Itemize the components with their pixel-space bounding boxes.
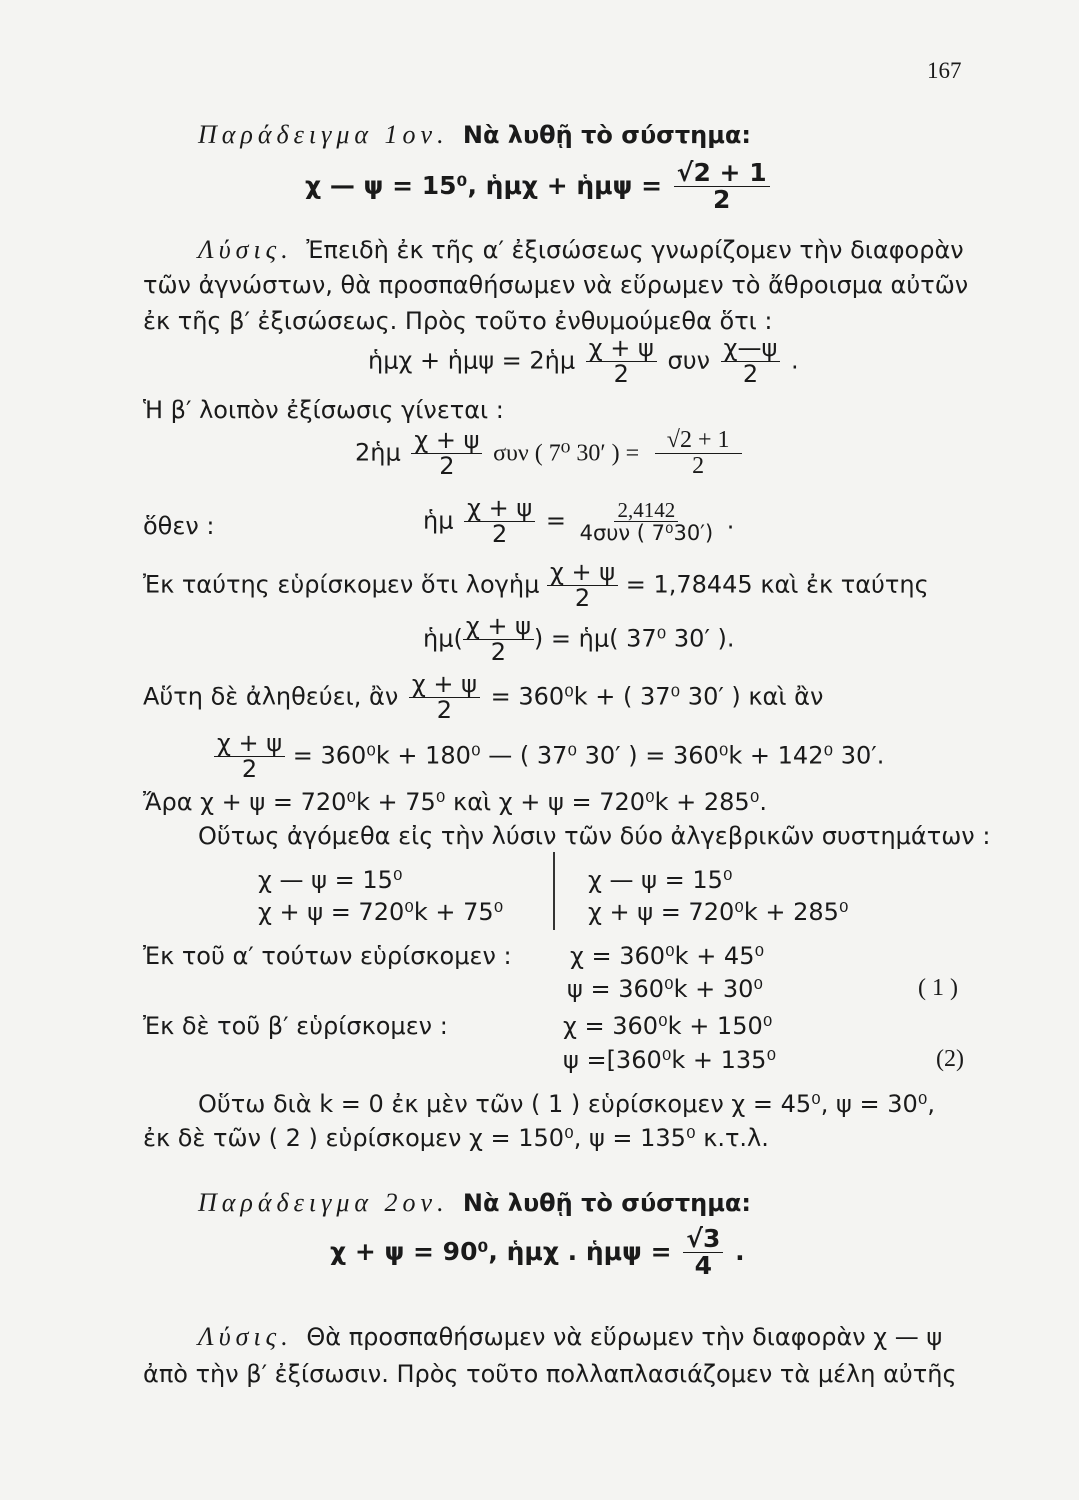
example-1-heading (198, 120, 751, 150)
holds-rest: = 360⁰k + ( 37⁰ 30′ ) καὶ ἂν (490, 682, 824, 711)
example-2-instruction: Νὰ λυθῇ τὸ σύστημα: (462, 1189, 752, 1217)
paragraph-2-line-1: Θὰ προσπαθήσωμεν νὰ εὕρωμεν τὴν διαφορὰν χ — ψ (306, 1323, 943, 1351)
equation-2 (355, 428, 745, 479)
eq2-rhs-fraction (655, 428, 742, 479)
find-den: 2 (574, 584, 591, 613)
eq4-num: χ + ψ (463, 614, 534, 640)
identity-fraction-1 (586, 336, 657, 387)
system-2-numerator: √3 (683, 1226, 723, 1253)
holds-fraction (409, 672, 480, 723)
eq4-den: 2 (490, 638, 507, 667)
solution-2-x: χ = 360⁰k + 150⁰ (563, 1012, 773, 1040)
lysis-1-label: Λύσις. (198, 235, 293, 264)
find-num: χ + ψ (547, 560, 618, 586)
from-first-label: Ἐκ τοῦ α′ τούτων εὑρίσκομεν : (143, 942, 512, 970)
eq4-pre: ἡμ( (423, 624, 463, 653)
eq2-mid: συν ( 7⁰ 30′ ) = (493, 440, 640, 467)
solution-1-y: ψ = 360⁰k + 30⁰ (567, 975, 764, 1003)
holds-den: 2 (436, 696, 453, 725)
example-1-title: Παράδειγμα 1ον. (198, 120, 449, 149)
eq4-rest: ) = ἡμ( 37⁰ 30′ ). (533, 624, 735, 653)
eq5-num: χ + ψ (214, 731, 285, 757)
example-1-instruction: Νὰ λυθῇ τὸ σύστημα: (462, 121, 752, 149)
eq2-lhs: 2ἡμ (355, 438, 401, 467)
eq3-fraction (464, 496, 535, 547)
log-line (143, 560, 929, 611)
system-1-denominator: 2 (712, 185, 731, 215)
sum-to-product-identity (368, 336, 799, 387)
holds-text: Αὕτη δὲ ἀληθεύει, ἂν (143, 682, 399, 711)
eq3-rhs-num: 2,4142 (614, 499, 678, 522)
therefore-line: Ἄρα χ + ψ = 720⁰k + 75⁰ καὶ χ + ψ = 720⁰k + 285⁰. (143, 788, 767, 816)
eq5-rest: = 360⁰k + 180⁰ — ( 37⁰ 30′ ) = 360⁰k + 142⁰ 30′. (292, 741, 885, 770)
identity-den-1: 2 (613, 360, 629, 389)
eq5-fraction (214, 731, 285, 782)
example-2-heading (198, 1188, 751, 1218)
eq2-rhs-den: 2 (692, 453, 705, 480)
system-2-denominator: 4 (694, 1251, 712, 1281)
eq3-lhs: ἡμ (423, 506, 454, 535)
lead-line: Οὕτως ἀγόμεθα εἰς τὴν λύσιν τῶν δύο ἀλγεβρικῶν συστημάτων : (198, 822, 991, 850)
eq2-rhs-num: √2 + 1 (655, 428, 742, 454)
identity-end: . (790, 346, 799, 375)
identity-den-2: 2 (742, 360, 759, 389)
eq3-eq: = (545, 506, 566, 535)
example-2-title: Παράδειγμα 2ον. (198, 1188, 449, 1217)
paragraph-1-line-3: ἐκ τῆς β′ ἐξισώσεως. Πρὸς τοῦτο ἐνθυμούμεθα ὅτι : (143, 307, 773, 335)
holds-line (143, 672, 823, 723)
eq4-fraction (463, 614, 534, 665)
hence-label: ὅθεν : (143, 512, 215, 540)
lysis-2-label: Λύσις. (198, 1322, 293, 1351)
equation-5 (214, 731, 884, 782)
systems-divider (553, 852, 555, 930)
equation-3 (423, 496, 734, 547)
system-2-lhs: χ + ψ = 90⁰, ἡμχ . ἡμψ = (330, 1236, 672, 1266)
lysis-2-line-1 (198, 1322, 942, 1352)
example-2-system (330, 1226, 745, 1280)
k0-line-1: Οὕτω διὰ k = 0 ἐκ μὲν τῶν ( 1 ) εὑρίσκομεν χ = 45⁰, ψ = 30⁰, (198, 1090, 936, 1118)
eq3-den: 2 (492, 520, 508, 549)
system-2-fraction (683, 1226, 723, 1280)
eq2-den: 2 (439, 452, 455, 481)
page-number: 167 (927, 58, 962, 83)
becomes-text: Ἡ β′ λοιπὸν ἐξίσωσις γίνεται : (143, 396, 504, 424)
equation-4 (423, 614, 735, 665)
system-2-end: . (735, 1236, 745, 1266)
identity-lhs: ἡμχ + ἡμψ = 2ἡμ (368, 346, 576, 375)
solution-1-tag: ( 1 ) (918, 975, 958, 1001)
lysis-1-line-1 (198, 235, 964, 265)
system-1-numerator: √2 + 1 (674, 160, 770, 187)
system-1-fraction (674, 160, 770, 214)
find-text: Ἐκ ταύτης εὑρίσκομεν ὅτι λογἡμ (143, 570, 540, 599)
from-second-label: Ἐκ δὲ τοῦ β′ εὑρίσκομεν : (143, 1012, 448, 1040)
system-a-eq1: χ — ψ = 15⁰ (258, 866, 403, 894)
solution-2-tag: (2) (936, 1046, 964, 1072)
paragraph-1-line-1: Ἐπειδὴ ἐκ τῆς α′ ἐξισώσεως γνωρίζομεν τὴν διαφορὰν (306, 236, 964, 264)
eq2-num: χ + ψ (411, 428, 482, 454)
eq3-end: . (726, 506, 735, 535)
example-1-system (305, 160, 773, 214)
paragraph-1-line-2: τῶν ἀγνώστων, θὰ προσπαθήσωμεν νὰ εὕρωμεν τὸ ἄθροισμα αὐτῶν (143, 271, 969, 299)
system-1-lhs: χ — ψ = 15⁰, ἡμχ + ἡμψ = (305, 170, 663, 200)
system-b-eq2: χ + ψ = 720⁰k + 285⁰ (588, 898, 849, 926)
eq3-rhs-fraction (577, 499, 717, 544)
k0-line-2: ἐκ δὲ τῶν ( 2 ) εὑρίσκομεν χ = 150⁰, ψ = 135⁰ κ.τ.λ. (143, 1124, 769, 1152)
find-fraction (547, 560, 618, 611)
system-a-eq2: χ + ψ = 720⁰k + 75⁰ (258, 898, 504, 926)
solution-2-y: ψ =[360⁰k + 135⁰ (563, 1046, 777, 1074)
identity-mid: συν (667, 346, 710, 375)
system-b-eq1: χ — ψ = 15⁰ (588, 866, 733, 894)
paragraph-2-line-2: ἀπὸ τὴν β′ ἐξίσωσιν. Πρὸς τοῦτο πολλαπλασιάζομεν τὰ μέλη αὐτῆς (143, 1360, 957, 1388)
holds-num: χ + ψ (409, 672, 480, 698)
solution-1-x: χ = 360⁰k + 45⁰ (570, 942, 765, 970)
eq3-rhs-den: 4συν ( 7⁰30′) (579, 521, 714, 546)
eq2-fraction (411, 428, 482, 479)
identity-num-1: χ + ψ (586, 336, 657, 362)
eq3-num: χ + ψ (464, 496, 535, 522)
eq5-den: 2 (241, 755, 258, 784)
identity-num-2: χ—ψ (721, 336, 781, 362)
identity-fraction-2 (721, 336, 781, 387)
find-rest: = 1,78445 καὶ ἐκ ταύτης (625, 570, 929, 599)
